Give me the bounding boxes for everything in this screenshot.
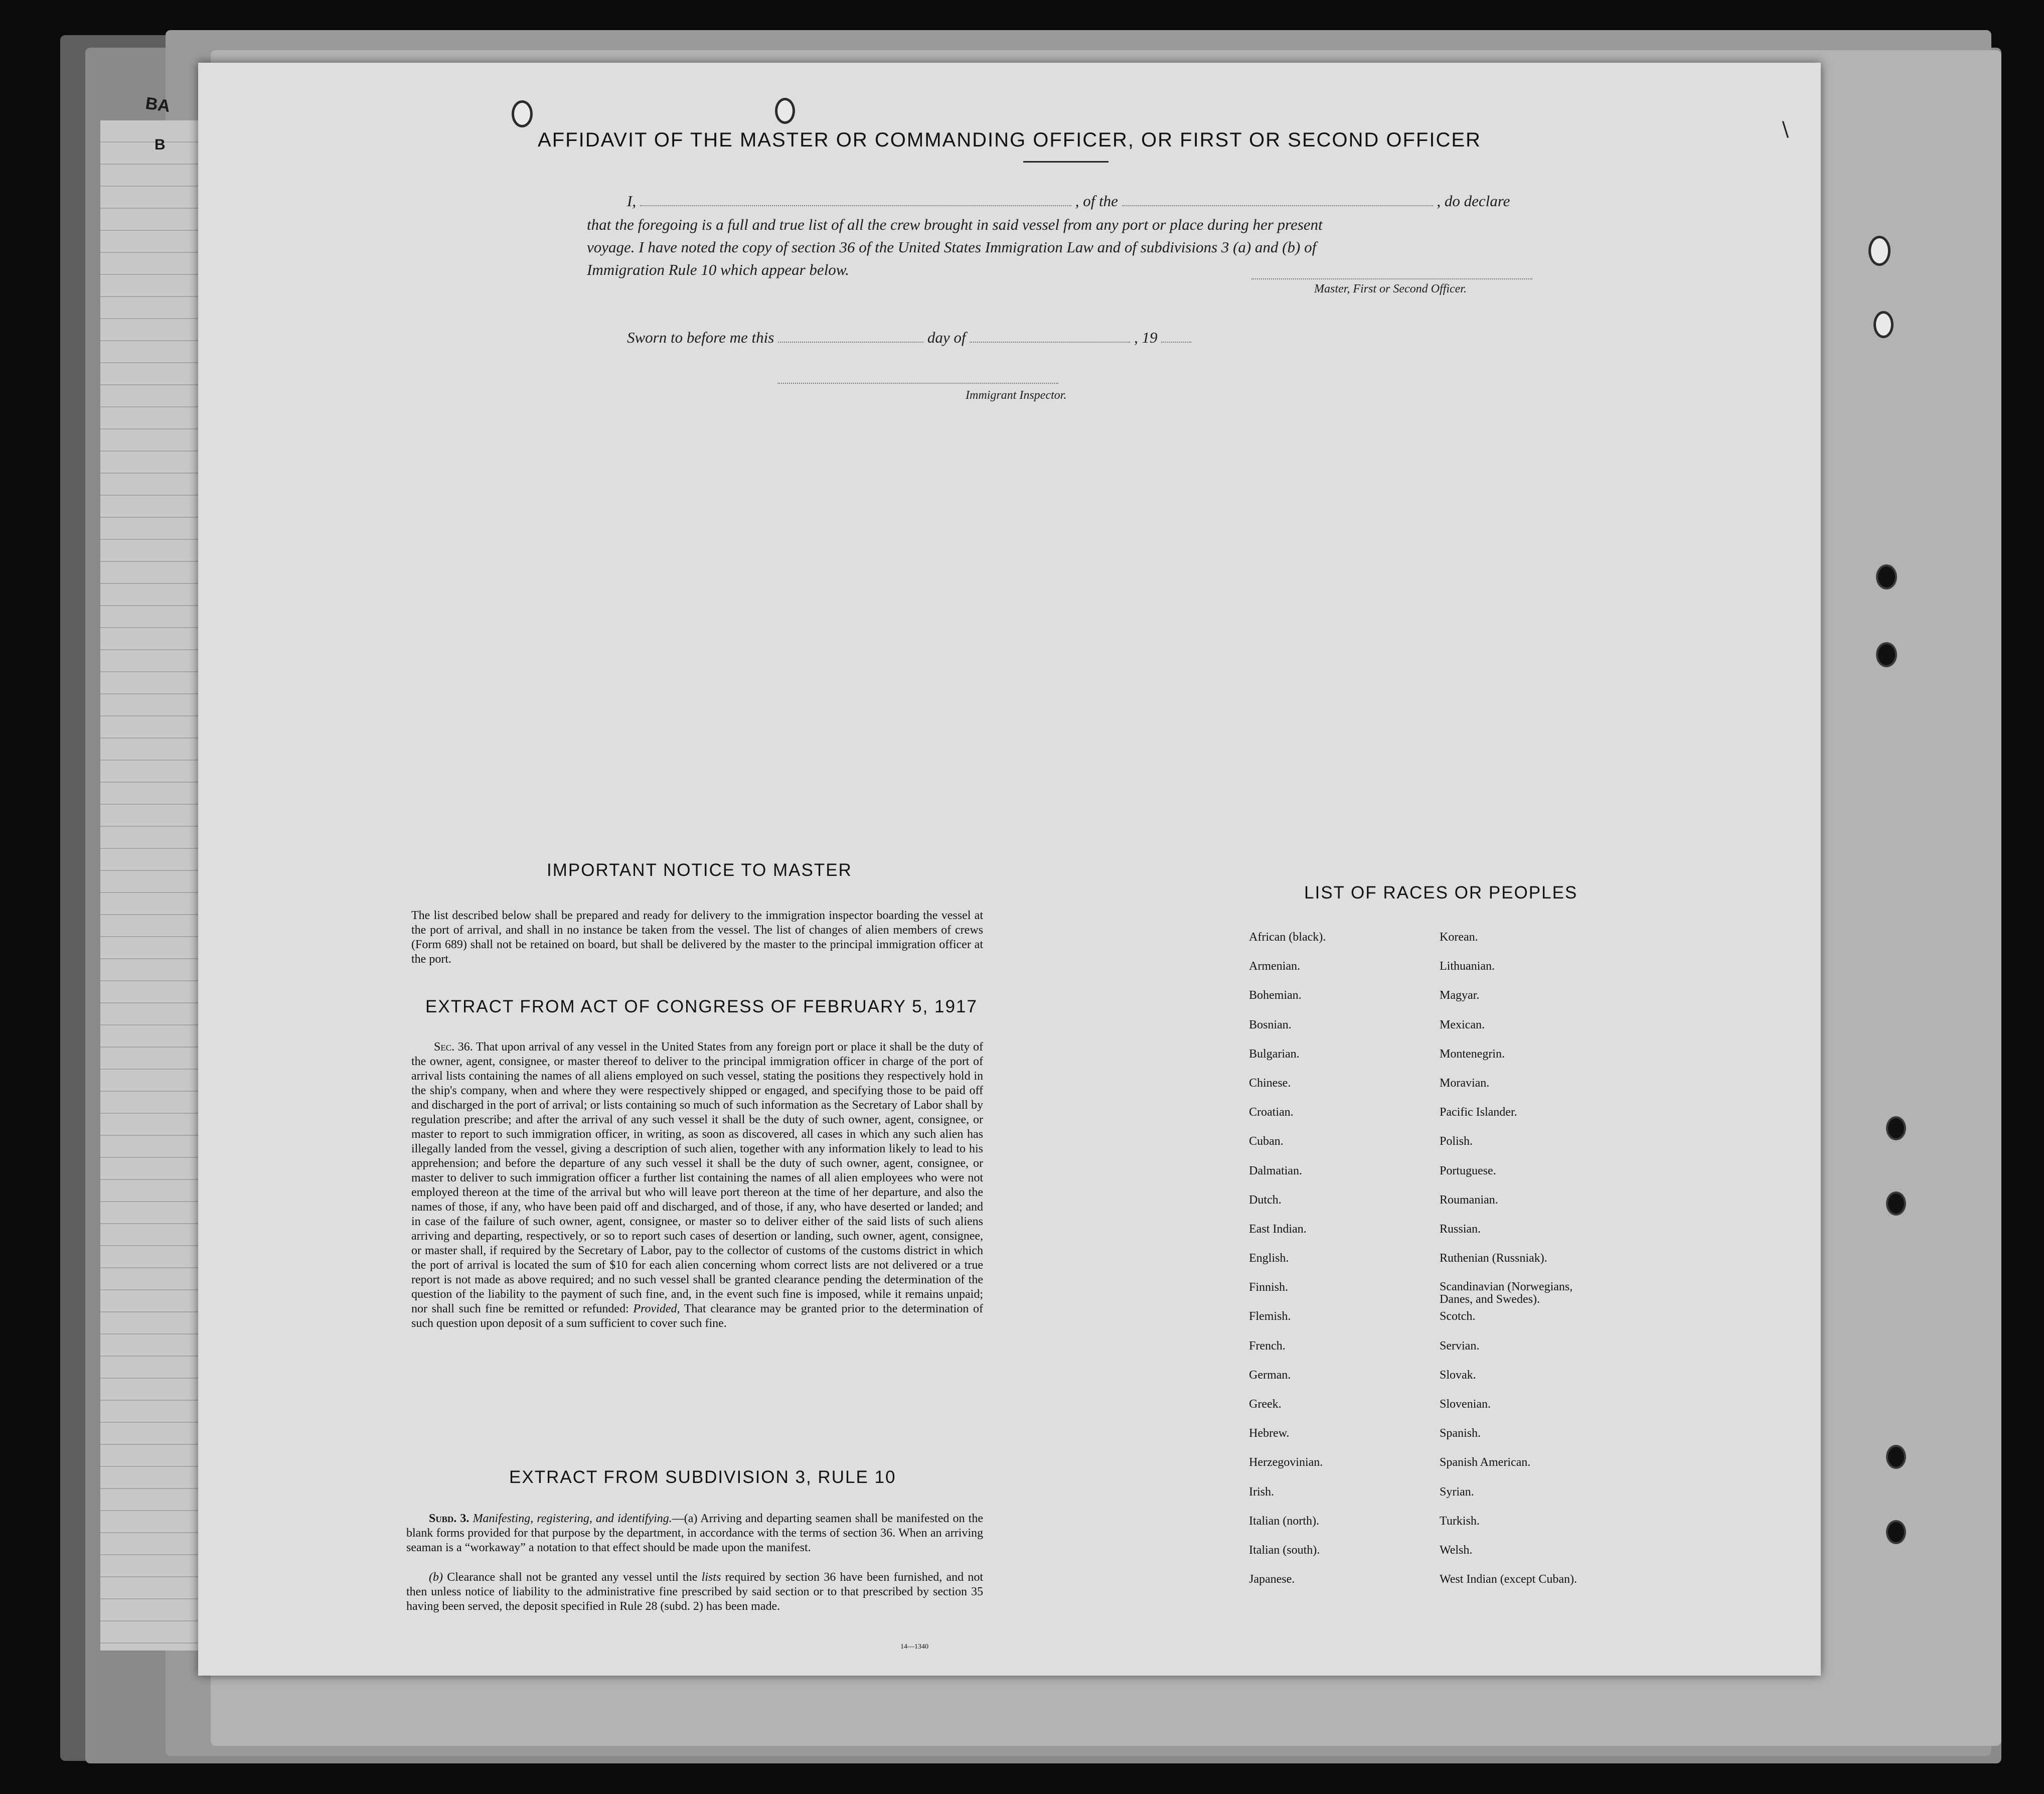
race-item: Korean.: [1440, 931, 1478, 944]
race-item: Finnish.: [1249, 1281, 1289, 1294]
race-item: Welsh.: [1440, 1543, 1473, 1557]
race-item: French.: [1249, 1339, 1286, 1353]
race-item: Japanese.: [1249, 1573, 1295, 1586]
para-b-text-2: required by section 36 have been furnished, and not then unless notice of liability to the administrative fine prescribed by said section or to that prescribed by section 35 having been served, the deposit specified in Rule 28 (subd. 2) has been made.: [406, 1571, 984, 1613]
sworn-day-of: day of: [927, 329, 966, 346]
punch-hole-icon: [775, 98, 795, 124]
punch-hole-icon: [1886, 1191, 1906, 1216]
race-item: Scandinavian (Norwegians, Danes, and Swedes).: [1440, 1280, 1573, 1306]
sworn-year: , 19: [1134, 329, 1158, 346]
race-item: Herzegovinian.: [1249, 1456, 1323, 1469]
ink-tick-icon: ∖: [1778, 118, 1791, 141]
race-item: Irish.: [1249, 1485, 1274, 1499]
notice-heading: IMPORTANT NOTICE TO MASTER: [547, 860, 852, 880]
form-number: 14—1340: [900, 1643, 928, 1651]
punch-hole-icon: [512, 100, 533, 127]
punch-hole-icon: [1886, 1445, 1906, 1469]
race-item: African (black).: [1249, 931, 1326, 944]
subdivision-label: Subd. 3.: [429, 1512, 469, 1525]
race-item: Pacific Islander.: [1440, 1106, 1517, 1119]
rule-para-b: [406, 1570, 983, 1614]
affidavit-line-1: [627, 192, 1510, 210]
race-item: Dutch.: [1249, 1193, 1282, 1207]
race-item: Greek.: [1249, 1398, 1282, 1411]
race-item: Italian (north).: [1249, 1514, 1319, 1528]
race-item: English.: [1249, 1252, 1289, 1265]
race-item: Turkish.: [1440, 1514, 1480, 1528]
affidavit-line-4: Immigration Rule 10 which appear below.: [587, 261, 849, 278]
para-a-text: —(a) Arriving and departing seamen shall be manifested on the blank forms provided for that purpose by the department, in accordance with the terms of section 36. When an arriving seaman is a “workaway” a notation to that effect should be made upon the manifest.: [406, 1512, 983, 1554]
race-item: Chinese.: [1249, 1076, 1291, 1090]
sworn-date-blank: [778, 341, 923, 343]
race-item: German.: [1249, 1368, 1291, 1382]
margin-stamp: BA: [144, 93, 172, 116]
race-item: Bohemian.: [1249, 989, 1302, 1002]
race-item: Spanish American.: [1440, 1456, 1531, 1469]
punch-hole-icon: [1876, 564, 1897, 589]
race-item: Spanish.: [1440, 1427, 1481, 1440]
signature-line: [1251, 278, 1532, 279]
rule-heading: EXTRACT FROM SUBDIVISION 3, RULE 10: [509, 1467, 896, 1487]
races-column-2: [1440, 931, 1605, 1602]
race-item: West Indian (except Cuban).: [1440, 1573, 1577, 1586]
inspector-label: Immigrant Inspector.: [966, 389, 1067, 402]
race-item: Flemish.: [1249, 1310, 1291, 1323]
race-item: Moravian.: [1440, 1076, 1490, 1090]
sworn-month-blank: [970, 341, 1130, 343]
race-item: Montenegrin.: [1440, 1047, 1505, 1061]
punch-hole-icon: [1886, 1116, 1906, 1140]
vessel-blank: [1122, 205, 1433, 206]
punch-hole-icon: [1876, 642, 1897, 667]
affidavit-declare: , do declare: [1437, 192, 1510, 210]
races-heading: LIST OF RACES OR PEOPLES: [1304, 883, 1578, 903]
provided-label: Provided,: [633, 1302, 680, 1315]
race-item: Dalmatian.: [1249, 1164, 1302, 1177]
manifest-page: [198, 63, 1821, 1676]
punch-hole-icon: [1873, 311, 1894, 338]
race-item: Servian.: [1440, 1339, 1480, 1353]
ruled-ledger-edge: [100, 120, 211, 1651]
rule-para-a: [406, 1512, 983, 1555]
race-item: Magyar.: [1440, 989, 1480, 1002]
race-item: Scotch.: [1440, 1310, 1476, 1323]
punch-hole-icon: [1868, 236, 1891, 266]
notice-text: The list described below shall be prepared and ready for delivery to the immigration inspector boarding the vessel at the port of arrival, and shall in no instance be taken from the vessel. The list of changes of alien members of crews (Form 689) shall not be retained on board, but shall be delivered by the master to the principal immigration officer at the port.: [411, 909, 983, 966]
act-heading: EXTRACT FROM ACT OF CONGRESS OF FEBRUARY 5, 1917: [425, 997, 978, 1016]
act-text: [411, 1040, 983, 1331]
sworn-line: [627, 329, 1191, 347]
race-item: Armenian.: [1249, 960, 1300, 973]
punch-hole-icon: [1886, 1520, 1906, 1544]
affidavit-line-2: that the foregoing is a full and true list of all the crew brought in said vessel from any port or place during her present: [587, 216, 1323, 233]
race-item: Polish.: [1440, 1135, 1473, 1148]
race-item: Ruthenian (Russniak).: [1440, 1252, 1547, 1265]
race-item: Bosnian.: [1249, 1018, 1292, 1031]
race-item: Slovak.: [1440, 1368, 1476, 1382]
signer-label: Master, First or Second Officer.: [1314, 282, 1467, 295]
race-item: Bulgarian.: [1249, 1047, 1300, 1061]
para-b-label: (b): [429, 1571, 443, 1584]
sworn-year-blank: [1161, 341, 1191, 343]
race-item: Portuguese.: [1440, 1164, 1496, 1177]
margin-stamp: B: [154, 136, 166, 153]
affidavit-i: I,: [627, 192, 637, 210]
para-b-text-1: Clearance shall not be granted any vessel until the: [447, 1571, 698, 1584]
affidavit-title: AFFIDAVIT OF THE MASTER OR COMMANDING OFFICER, OR FIRST OR SECOND OFFICER: [538, 129, 1481, 151]
sworn-prefix: Sworn to before me this: [627, 329, 774, 346]
affidavit-line-3: voyage. I have noted the copy of section 36 of the United States Immigration Law and of subdivisions 3 (a) and (b) of: [587, 238, 1317, 256]
race-item: Russian.: [1440, 1222, 1481, 1236]
race-item: East Indian.: [1249, 1222, 1307, 1236]
name-blank: [640, 205, 1071, 206]
title-underline: [1023, 161, 1109, 163]
race-item: Italian (south).: [1249, 1543, 1320, 1557]
section-text: That upon arrival of any vessel in the United States from any foreign port or place it shall be the duty of the owner, agent, consignee, or master thereof to deliver to the principal immigration officer in charge of the port of arrival lists containing the names of all aliens employed on such vessel, stating the positions they respectively hold in the ship's company, when and where they were respectively shipped or engaged, and specifying those to be paid off and discharged in the port of arrival; or lists containing so much of such information as the Secretary of Labor shall by regulation prescribe; and after the arrival of any such vessel it shall be the duty of such owner, agent, consignee, or master to report to such immigration officer, in writing, as soon as discovered, all cases in which any such alien has illegally landed from the vessel, giving a description of such alien, together with any information likely to lead to his apprehension; and before the departure of any such vessel it shall be the duty of such owner, agent, consignee, or master to deliver to such immigration officer a further list containing the names of all alien employees who were not employed thereon at the time of the arrival but who will leave port thereon at the time of her departure, and also the names of those, if any, who have been paid off and discharged, and of those, if any, who have deserted or landed; and in case of the failure of such owner, agent, consignee, or master so to deliver either of the said lists of such aliens arriving and departing, respectively, or so to report such cases of desertion or landing, such owner, agent, consignee, or master shall, if required by the Secretary of Labor, pay to the collector of customs of the customs district in which the port of arrival is located the sum of $10 for each alien concerning whom correct lists are not delivered or a true report is not made as above required; and no such vessel shall be granted clearance pending the determination of the question of the liability to the payment of such fine, and, in the event such fine is imposed, while it remains unpaid; nor shall such fine be remitted or refunded:: [411, 1040, 983, 1315]
section-label: Sec. 36.: [434, 1040, 473, 1054]
races-column-1: [1249, 931, 1326, 1602]
race-item: Slovenian.: [1440, 1398, 1491, 1411]
inspector-signature-line: [777, 383, 1058, 384]
race-item: Croatian.: [1249, 1106, 1294, 1119]
section-text-end: That clearance may be granted prior to the determination of such question upon deposit of a sum sufficient to cover such fine.: [411, 1302, 983, 1330]
race-item: Mexican.: [1440, 1018, 1485, 1031]
race-item: Lithuanian.: [1440, 960, 1495, 973]
affidavit-of-the: , of the: [1075, 192, 1118, 210]
subdivision-title: Manifesting, registering, and identifying.: [473, 1512, 672, 1525]
para-b-lists: lists: [701, 1571, 721, 1584]
race-item: Roumanian.: [1440, 1193, 1498, 1207]
race-item: Syrian.: [1440, 1485, 1474, 1499]
race-item: Cuban.: [1249, 1135, 1284, 1148]
race-item: Hebrew.: [1249, 1427, 1290, 1440]
